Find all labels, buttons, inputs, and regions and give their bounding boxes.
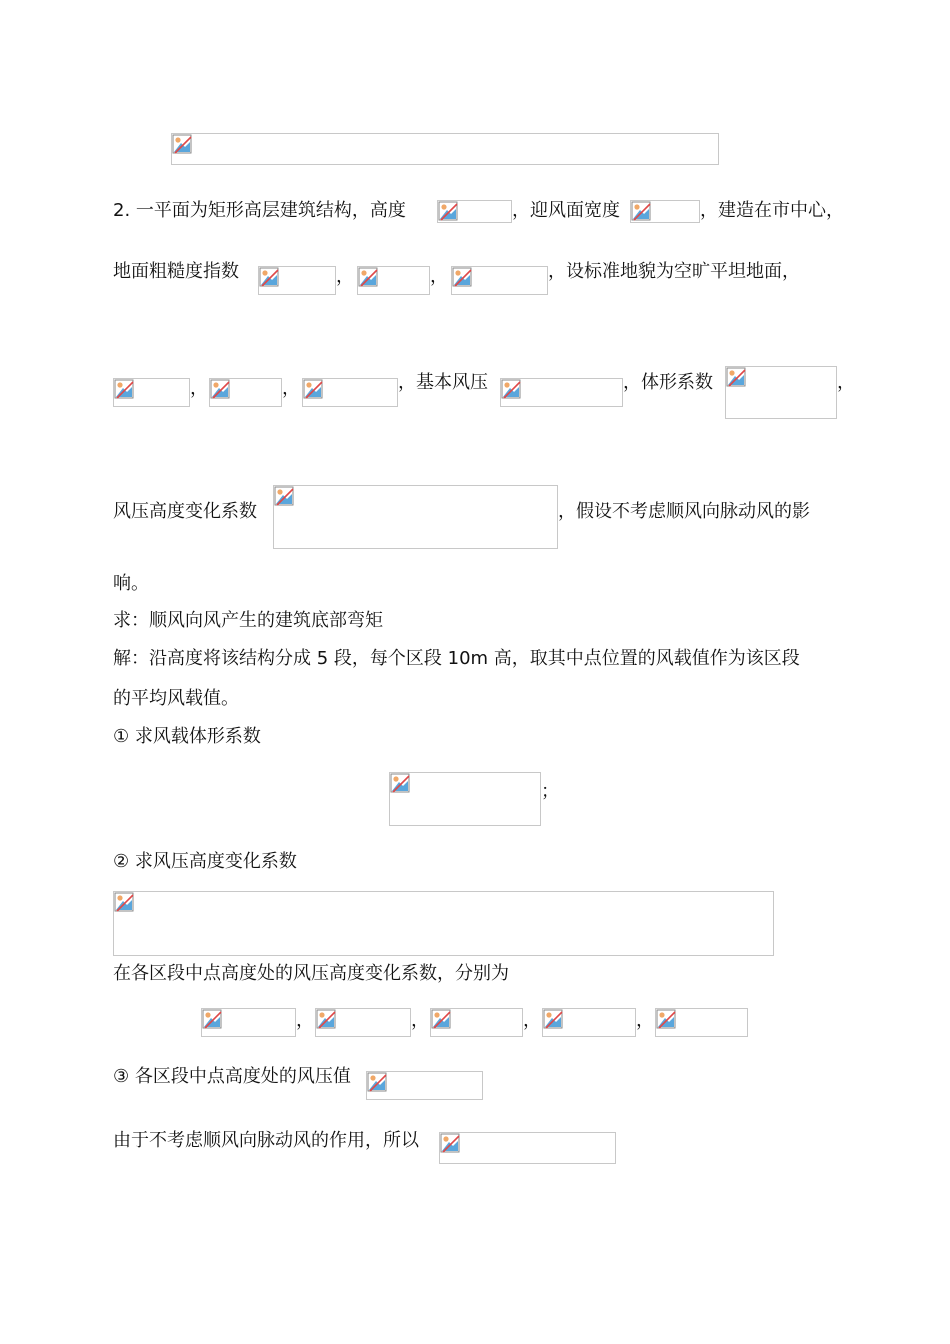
formula-image xyxy=(451,266,548,295)
location-text: ，建造在市中心， xyxy=(700,200,844,221)
broken-image-icon xyxy=(114,379,134,399)
broken-image-icon xyxy=(390,773,410,793)
formula-image xyxy=(273,485,558,549)
step1-heading: ① 求风载体形系数 xyxy=(113,726,261,747)
width-label: ，迎风面宽度 xyxy=(512,200,620,221)
formula-image xyxy=(258,266,336,295)
height-coef-label: 风压高度变化系数 xyxy=(113,501,257,522)
formula-image xyxy=(725,366,837,419)
formula-image xyxy=(209,378,282,407)
broken-image-icon xyxy=(367,1072,387,1092)
broken-image-icon xyxy=(543,1009,563,1029)
formula-image xyxy=(630,200,700,223)
assumption-end: 响。 xyxy=(113,573,149,594)
separator: ， xyxy=(837,372,855,393)
broken-image-icon xyxy=(726,367,746,387)
broken-image-icon xyxy=(202,1009,222,1029)
broken-image-icon xyxy=(259,267,279,287)
step2-values-intro: 在各区段中点高度处的风压高度变化系数，分别为 xyxy=(113,963,509,984)
step1-end: ； xyxy=(541,781,559,802)
formula-image xyxy=(171,133,719,165)
broken-image-icon xyxy=(656,1009,676,1029)
formula-image xyxy=(366,1071,483,1100)
broken-image-icon xyxy=(172,134,192,154)
broken-image-icon xyxy=(114,892,134,912)
formula-image xyxy=(113,378,190,407)
broken-image-icon xyxy=(316,1009,336,1029)
step2-heading: ② 求风压高度变化系数 xyxy=(113,851,297,872)
separator: ， xyxy=(282,378,300,399)
separator: ， xyxy=(523,1010,541,1031)
separator: ， xyxy=(411,1010,429,1031)
formula-image xyxy=(113,891,774,956)
formula-image xyxy=(439,1132,616,1164)
separator: ， xyxy=(190,378,208,399)
broken-image-icon xyxy=(452,267,472,287)
broken-image-icon xyxy=(440,1133,460,1153)
broken-image-icon xyxy=(501,379,521,399)
separator: ， xyxy=(430,266,448,287)
broken-image-icon xyxy=(631,201,651,221)
broken-image-icon xyxy=(431,1009,451,1029)
solution-line-1: 解：沿高度将该结构分成 5 段，每个区段 10m 高，取其中点位置的风载值作为该区段 xyxy=(113,648,800,669)
formula-image xyxy=(315,1008,411,1037)
assumption-text: ，假设不考虑顺风向脉动风的影 xyxy=(558,501,810,522)
formula-image xyxy=(389,772,541,826)
formula-image xyxy=(542,1008,636,1037)
broken-image-icon xyxy=(210,379,230,399)
formula-image xyxy=(302,378,398,407)
broken-image-icon xyxy=(274,486,294,506)
broken-image-icon xyxy=(438,201,458,221)
broken-image-icon xyxy=(358,267,378,287)
broken-image-icon xyxy=(303,379,323,399)
formula-image xyxy=(655,1008,748,1037)
shape-coef-label: ，体形系数 xyxy=(623,372,713,393)
formula-image xyxy=(437,200,512,223)
solution-line-2: 的平均风载值。 xyxy=(113,688,239,709)
question-text: 求：顺风向风产生的建筑底部弯矩 xyxy=(113,610,383,631)
step3-heading: ③ 各区段中点高度处的风压值 xyxy=(113,1066,351,1087)
separator: ， xyxy=(296,1010,314,1031)
formula-image xyxy=(201,1008,296,1037)
roughness-label: 地面粗糙度指数 xyxy=(113,261,239,282)
separator: ， xyxy=(336,266,354,287)
formula-image xyxy=(500,378,623,407)
conclusion-text: 由于不考虑顺风向脉动风的作用，所以 xyxy=(113,1130,419,1151)
basic-pressure-label: ，基本风压 xyxy=(398,372,488,393)
separator: ， xyxy=(636,1010,654,1031)
problem-intro: 2. 一平面为矩形高层建筑结构，高度 xyxy=(113,200,406,221)
formula-image xyxy=(430,1008,523,1037)
formula-image xyxy=(357,266,430,295)
standard-terrain-text: ，设标准地貌为空旷平坦地面， xyxy=(548,261,800,282)
